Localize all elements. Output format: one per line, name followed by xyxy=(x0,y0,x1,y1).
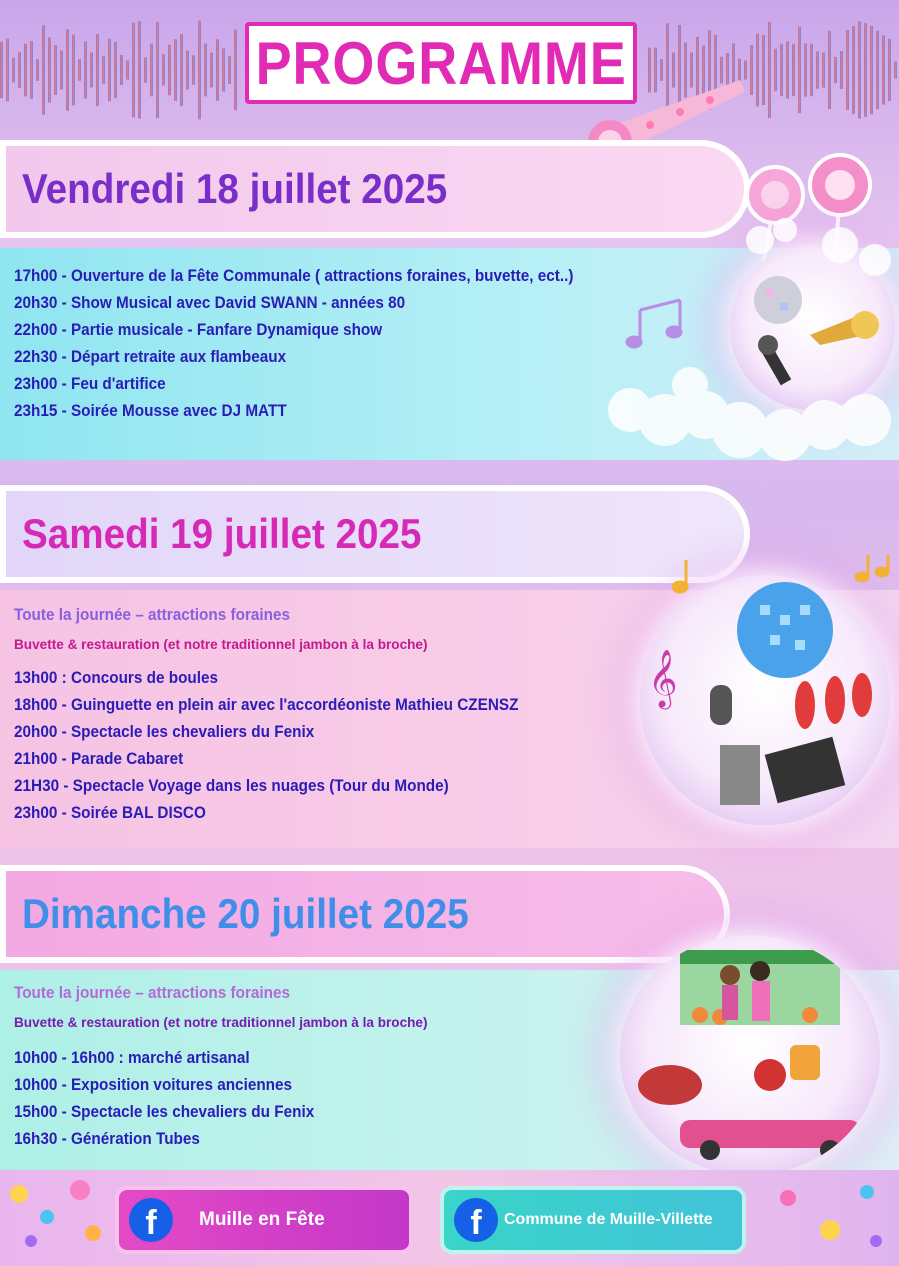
day3-line: 10h00 - Exposition voitures anciennes xyxy=(14,1075,293,1094)
day2-line: 18h00 - Guinguette en plein air avec l'accordéoniste Mathieu CZENSZ xyxy=(14,695,519,714)
equalizer-bar xyxy=(174,39,177,101)
page-title: PROGRAMME xyxy=(255,29,627,97)
equalizer-bar xyxy=(762,35,765,105)
equalizer-bar xyxy=(108,39,111,102)
facebook-button-label: Muille en Fête xyxy=(199,1209,325,1230)
programme-title-box xyxy=(245,22,637,104)
equalizer-bar xyxy=(156,22,159,118)
equalizer-bar xyxy=(60,50,63,89)
equalizer-bar xyxy=(822,52,825,87)
day2-illustration xyxy=(628,555,899,845)
day2-line: 21h00 - Parade Cabaret xyxy=(14,749,184,768)
day3-line: 10h00 - 16h00 : marché artisanal xyxy=(14,1048,250,1067)
equalizer-bar xyxy=(810,44,813,96)
equalizer-bar xyxy=(144,57,147,82)
day2-line: 13h00 : Concours de boules xyxy=(14,668,219,687)
equalizer-bar xyxy=(120,55,123,85)
equalizer-bar xyxy=(78,59,81,81)
day2-subtitle-fairground: Toute la journée – attractions foraines xyxy=(14,605,291,624)
day1-line: 17h00 - Ouverture de la Fête Communale ( attractions foraines, buvette, ect..) xyxy=(14,266,574,285)
day1-line: 22h30 - Départ retraite aux flambeaux xyxy=(14,347,287,366)
equalizer-bar xyxy=(222,48,225,91)
equalizer-bar xyxy=(882,35,885,104)
equalizer-bar xyxy=(24,44,27,97)
day1-line: 23h00 - Feu d'artifice xyxy=(14,374,166,393)
equalizer-bar xyxy=(834,57,837,83)
equalizer-bar xyxy=(162,54,165,85)
equalizer-bar xyxy=(72,35,75,106)
equalizer-bar xyxy=(894,61,897,78)
equalizer-bar xyxy=(846,30,849,110)
equalizer-bar xyxy=(768,22,771,118)
equalizer-bar xyxy=(816,51,819,88)
equalizer-bar xyxy=(780,44,783,96)
day1-illustration xyxy=(600,150,899,470)
day3-subtitle-fairground: Toute la journée – attractions foraines xyxy=(14,983,291,1002)
equalizer-bar xyxy=(42,25,45,115)
equalizer-bar xyxy=(186,51,189,90)
equalizer-bar xyxy=(66,29,69,110)
equalizer-bar xyxy=(750,45,753,95)
day3-line: 16h30 - Génération Tubes xyxy=(14,1129,200,1148)
equalizer-bar xyxy=(852,26,855,114)
facebook-button-label: Commune de Muille-Villette xyxy=(504,1211,713,1228)
equalizer-bar xyxy=(234,30,237,111)
day2-subtitle-food: Buvette & restauration (et notre traditionnel jambon à la broche) xyxy=(14,636,428,652)
equalizer-bar xyxy=(90,53,93,88)
day3-illustration xyxy=(610,920,899,1180)
equalizer-bar xyxy=(888,39,891,101)
facebook-icon: f xyxy=(129,1198,173,1242)
music-note-icon xyxy=(627,300,681,347)
equalizer-bar xyxy=(228,56,231,84)
equalizer-bar xyxy=(198,21,201,120)
facebook-icon: f xyxy=(454,1198,498,1242)
day1-line: 22h00 - Partie musicale - Fanfare Dynamique show xyxy=(14,320,383,339)
equalizer-bar xyxy=(36,59,39,81)
equalizer-bar xyxy=(840,51,843,89)
equalizer-bar xyxy=(774,49,777,92)
equalizer-bar xyxy=(96,34,99,106)
equalizer-bar xyxy=(48,37,51,102)
music-note-icon xyxy=(673,555,888,592)
equalizer-bar xyxy=(756,34,759,107)
facebook-button-commune-muille-villette[interactable] xyxy=(440,1186,746,1254)
equalizer-bar xyxy=(192,55,195,84)
equalizer-bar xyxy=(84,41,87,98)
equalizer-bar xyxy=(150,44,153,97)
day2-line: 21H30 - Spectacle Voyage dans les nuages (Tour du Monde) xyxy=(14,776,449,795)
equalizer-bar xyxy=(204,44,207,97)
facebook-button-muille-en-fete[interactable] xyxy=(115,1186,413,1254)
equalizer-bar xyxy=(18,52,21,88)
day1-line: 20h30 - Show Musical avec David SWANN - années 80 xyxy=(14,293,406,312)
equalizer-bar xyxy=(180,34,183,106)
day1-heading: Vendredi 18 juillet 2025 xyxy=(22,165,448,212)
day3-subtitle-food: Buvette & restauration (et notre traditionnel jambon à la broche) xyxy=(14,1014,428,1030)
equalizer-bar xyxy=(210,53,213,88)
equalizer-bar xyxy=(30,41,33,99)
equalizer-bar xyxy=(168,45,171,96)
equalizer-bar xyxy=(102,56,105,84)
equalizer-bar xyxy=(6,39,9,102)
equalizer-bar xyxy=(858,21,861,118)
equalizer-bar xyxy=(216,39,219,100)
equalizer-bar xyxy=(786,41,789,98)
equalizer-bar xyxy=(792,44,795,96)
day3-line: 15h00 - Spectacle les chevaliers du Fenix xyxy=(14,1102,315,1121)
day2-line: 23h00 - Soirée BAL DISCO xyxy=(14,803,206,822)
equalizer-bar xyxy=(126,60,129,79)
day3-heading: Dimanche 20 juillet 2025 xyxy=(22,890,469,937)
equalizer-bar xyxy=(864,23,867,117)
equalizer-bar xyxy=(876,31,879,110)
horse-icon xyxy=(638,1065,702,1105)
jam-jar-icon xyxy=(754,1059,786,1091)
equalizer-bar xyxy=(870,26,873,114)
day1-line: 23h15 - Soirée Mousse avec DJ MATT xyxy=(14,401,287,420)
equalizer-bar xyxy=(54,45,57,95)
equalizer-bar xyxy=(828,31,831,109)
svg-text:𝄞: 𝄞 xyxy=(648,649,678,707)
equalizer-bar xyxy=(132,23,135,118)
equalizer-bar xyxy=(804,43,807,96)
equalizer-bar xyxy=(114,42,117,98)
equalizer-bar xyxy=(798,27,801,113)
equalizer-bar xyxy=(138,21,141,118)
day2-heading: Samedi 19 juillet 2025 xyxy=(22,510,422,557)
equalizer-bar xyxy=(0,42,3,99)
equalizer-bar xyxy=(12,58,15,83)
day2-line: 20h00 - Spectacle les chevaliers du Fenix xyxy=(14,722,315,741)
